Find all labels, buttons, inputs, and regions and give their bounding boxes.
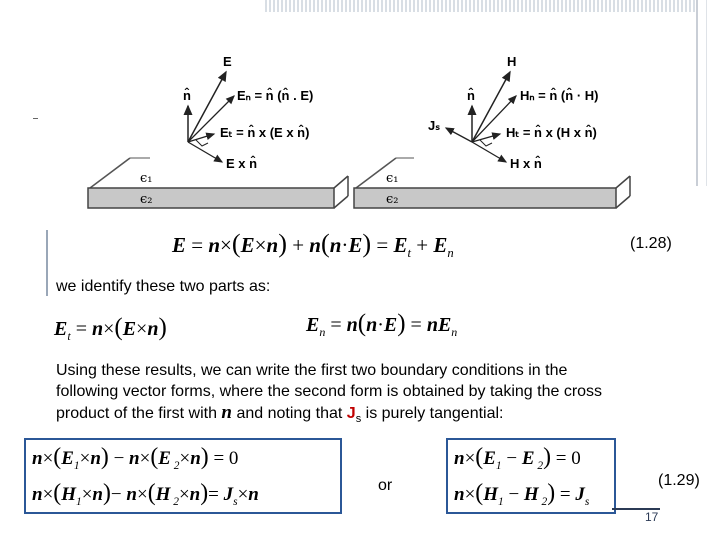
equation-En: $E_n = n(n\cdot E) = nE_n$	[306, 310, 458, 339]
bc-equation-1a: $n\times(E_1\times n) - n\times(E$ $_2$×n) = 0	[32, 444, 239, 472]
identify-text: we identify these two parts as:	[56, 278, 271, 295]
label-Js: Jₛ	[428, 118, 441, 133]
label-Et: Eₜ = n̂ x (E x n̂)	[220, 125, 310, 140]
paragraph-line-3-mid: and noting that	[236, 405, 343, 422]
label-Hn: Hₙ = n̂ (n̂ · H)	[520, 88, 599, 103]
equation-number-1-29: (1.29)	[658, 472, 700, 489]
bc-equation-1b: $n\times(H_1\times n)- n\times(H$ $_2\times n)= J_s\times n$	[32, 480, 259, 508]
bc-equation-2a: $n\times(E_1 - E$ $_2$) = 0	[454, 444, 581, 472]
label-eps1-left: ϵ₁	[140, 171, 153, 186]
paragraph	[56, 360, 696, 430]
left-panel	[88, 54, 348, 208]
label-eps2-left: ϵ₂	[140, 192, 153, 207]
label-n-left: n̂	[183, 88, 191, 103]
n-symbol: n	[221, 402, 232, 423]
label-eps1-right: ϵ₁	[386, 171, 399, 186]
right-panel	[354, 54, 630, 208]
js-symbol: $J_s$	[346, 405, 362, 426]
equation-Et: $E_t = n\times(E\times n)$	[54, 314, 167, 343]
label-HxN: H x n̂	[510, 156, 542, 171]
paragraph-line-3-pre: product of the first with	[56, 405, 217, 422]
H-vector	[472, 72, 510, 142]
equation-number-1-28: (1.28)	[630, 235, 672, 252]
or-label: or	[378, 477, 393, 494]
boundary-conditions-box-1	[24, 438, 342, 514]
label-H: H	[507, 54, 517, 69]
boundary-conditions-box-2	[446, 438, 616, 514]
bc-equation-2b: $n\times(H_1 - H$ $_2) = J_s$	[454, 480, 590, 508]
label-eps2-right: ϵ₂	[386, 192, 399, 207]
page-number: 17	[645, 510, 659, 524]
paragraph-line-2: following vector forms, where the second form is obtained by taking the cross	[56, 383, 603, 400]
label-Ht: Hₜ = n̂ x (H x n̂)	[506, 125, 597, 140]
label-ExN: E x n̂	[226, 156, 258, 171]
left-accent-bar	[46, 230, 48, 296]
Js-vector	[446, 128, 472, 142]
paragraph-line-1: Using these results, we can write the first two boundary conditions in the	[56, 362, 568, 379]
paragraph-line-3-post: is purely tangential:	[365, 405, 504, 422]
label-E: E	[223, 54, 232, 69]
ground-slab-left	[88, 158, 348, 208]
paragraph-line-3	[56, 402, 696, 430]
label-En: Eₙ = n̂ (n̂ . E)	[237, 88, 314, 103]
label-n-right: n̂	[467, 88, 475, 103]
boundary-figure	[0, 0, 720, 230]
equation-1-28: $E = n\times(E\times n) + n(n\cdot E) = E_t + E_n$	[172, 229, 454, 261]
